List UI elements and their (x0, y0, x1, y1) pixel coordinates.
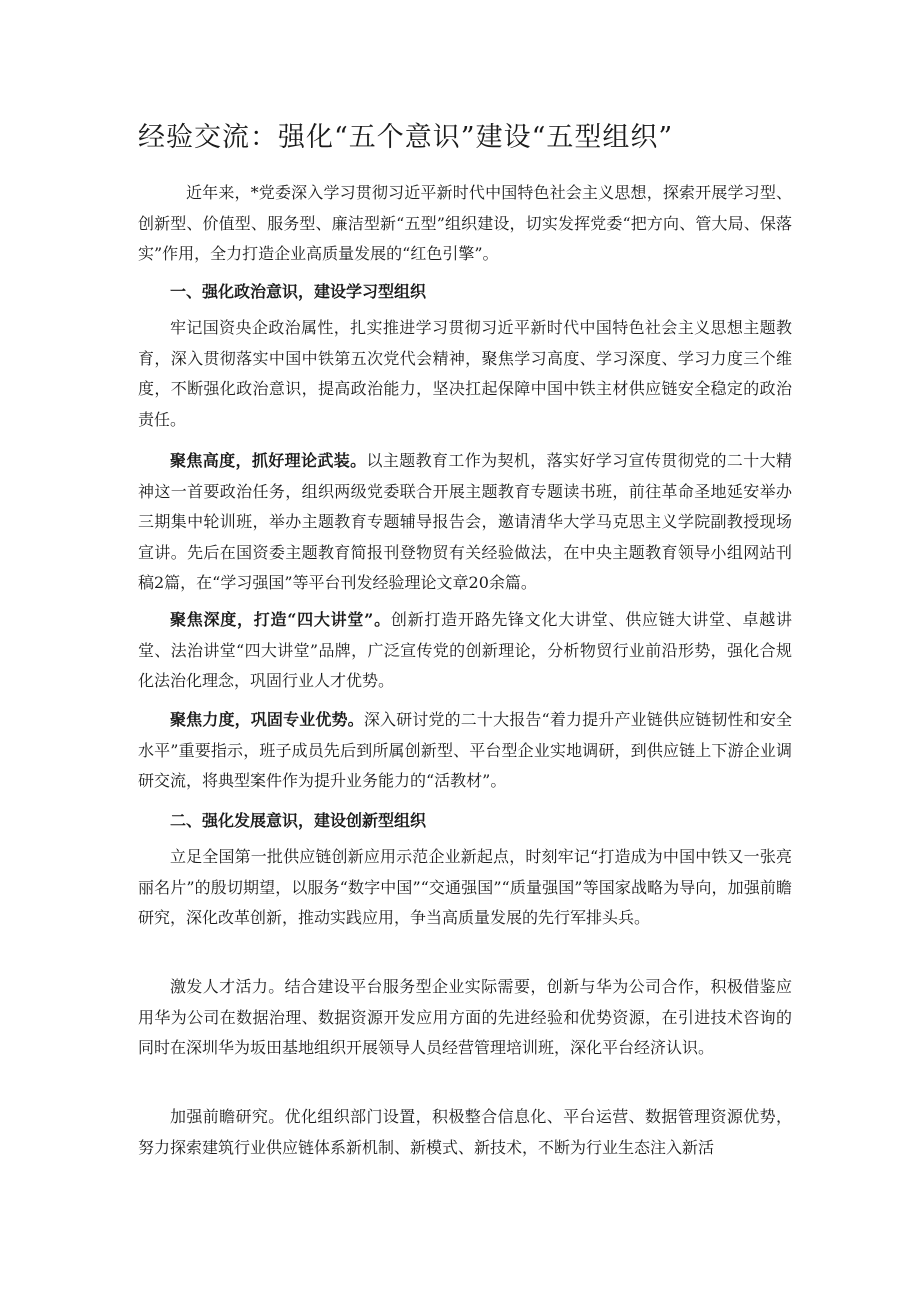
section-1-intro-paragraph: 牢记国资央企政治属性，扎实推进学习贯彻习近平新时代中国特色社会主义思想主题教育，深入贯彻落实中国中铁第五次党代会精神，聚焦学习高度、学习深度、学习力度三个维度，不断强化政治意识，提高政治能力，坚决扛起保障中国中铁主材供应链安全稳定的政治责任。 (138, 318, 792, 429)
section-2-item-2-paragraph: 加强前瞻研究。优化组织部门设置，积极整合信息化、平台运营、数据管理资源优势，努力探索建筑行业供应链体系新机制、新模式、新技术，不断为行业生态注入新活 (138, 1107, 792, 1157)
section-1-item-1-paragraph (138, 446, 792, 599)
document-title: 经验交流：强化“五个意识”建设“五型组织” (138, 122, 674, 153)
item-body: 以主题教育工作为契机，落实好学习宣传贯彻党的二十大精神这一首要政治任务，组织两级党委联合开展主题教育专题读书班，前往革命圣地延安举办三期集中轮训班，举办主题教育专题辅导报告会，邀请清华大学马克思主义学院副教授现场宣讲。先后在国资委主题教育简报刊登物贸有关经验做法，在中央主题教育领导小组网站刊稿2篇，在“学习强国”等平台刊发经验理论文章20余篇。 (138, 451, 792, 592)
section-2-intro-paragraph: 立足全国第一批供应链创新应用示范企业新起点，时刻牢记“打造成为中国中铁又一张亮丽名片”的殷切期望，以服务“数字中国”“交通强国”“质量强国”等国家战略为导向，加强前瞻研究，深化改革创新，推动实践应用，争当高质量发展的先行军排头兵。 (138, 847, 792, 927)
item-lead: 聚焦深度，打造“四大讲堂”。 (170, 610, 391, 629)
item-body: 深入研讨党的二十大报告“着力提升产业链供应链韧性和安全水平”重要指示，班子成员先后到所属创新型、平台型企业实地调研，到供应链上下游企业调研交流，将典型案件作为提升业务能力的“活教材”。 (138, 710, 792, 790)
item-body: 创新打造开路先锋文化大讲堂、供应链大讲堂、卓越讲堂、法治讲堂“四大讲堂”品牌，广泛宣传党的创新理论，分析物贸行业前沿形势，强化合规化法治化理念，巩固行业人才优势。 (138, 610, 792, 690)
section-heading-2: 二、强化发展意识，建设创新型组织 (170, 811, 427, 830)
section-heading-1: 一、强化政治意识，建设学习型组织 (170, 282, 427, 301)
section-1-item-3-paragraph (138, 705, 792, 797)
item-lead: 聚焦力度，巩固专业优势。 (170, 710, 364, 729)
item-lead: 聚焦高度，抓好理论武装。 (170, 451, 367, 470)
intro-paragraph: 近年来，*党委深入学习贯彻习近平新时代中国特色社会主义思想，探索开展学习型、创新型、价值型、服务型、廉洁型新“五型”组织建设，切实发挥党委“把方向、管大局、保落实”作用，全力打造企业高质量发展的“红色引擎”。 (138, 183, 792, 263)
section-2-item-1-paragraph: 激发人才活力。结合建设平台服务型企业实际需要，创新与华为公司合作，积极借鉴应用华为公司在数据治理、数据资源开发应用方面的先进经验和优势资源，在引进技术咨询的同时在深圳华为坂田基地组织开展领导人员经营管理培训班，深化平台经济认识。 (138, 977, 792, 1057)
section-1-item-2-paragraph (138, 605, 792, 697)
